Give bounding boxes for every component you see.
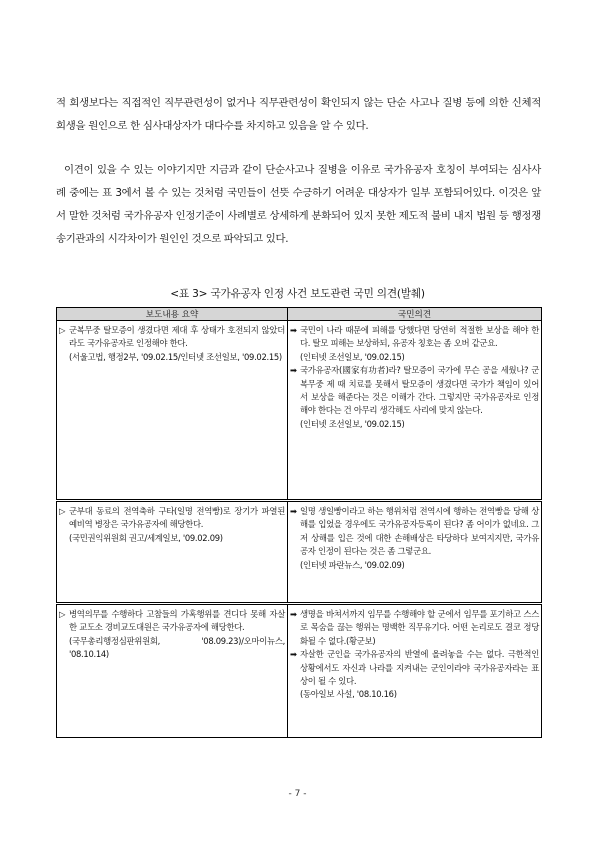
table-row bbox=[57, 604, 542, 738]
opinion-cell bbox=[288, 501, 542, 604]
header-summary: 보도내용 요약 bbox=[57, 308, 288, 321]
arrow-marker-icon: ➡ bbox=[290, 649, 297, 660]
summary-source: (국민권익위원회 권고/세계일보, '09.02.09) bbox=[69, 532, 223, 543]
table-row bbox=[57, 321, 542, 501]
opinion-table bbox=[56, 307, 542, 738]
triangle-marker-icon: ▷ bbox=[59, 506, 66, 516]
triangle-marker-icon: ▷ bbox=[59, 325, 66, 335]
opinion-source: (인터넷 조선일보, '09.02.15) bbox=[300, 418, 405, 429]
table-row bbox=[57, 501, 542, 604]
summary-cell bbox=[57, 604, 288, 738]
summary-source: (국무총리행정심판위원회, '08.09.23)/오마이뉴스, '08.10.14) bbox=[69, 635, 285, 660]
opinion-text: 자살한 군인을 국가유공자의 반열에 올려놓을 수는 없다. 극한적인 상황에서도 자신과 나라를 지켜내는 군인이라야 국가유공자라는 표상이 될 수 있다. bbox=[300, 649, 539, 687]
page-number: - 7 - bbox=[288, 789, 307, 799]
opinion-cell bbox=[288, 604, 542, 738]
summary-text: 병역의무를 수행하다 고참들의 가혹행위를 견디다 못해 자살한 교도소 경비교도대원은 국가유공자에 해당한다. bbox=[69, 609, 285, 633]
summary-text: 군부대 동료의 전역축하 구타(일명 전역빵)로 장기가 파열된 예비역 병장은 국가유공자에 해당한다. bbox=[69, 506, 285, 530]
summary-source: (서울고법, 행정2부, '09.02.15/인터넷 조선일보, '09.02.15) bbox=[69, 351, 282, 362]
opinion-text: 일명 생일빵이라고 하는 행위처럼 전역시에 행하는 전역빵을 당해 상해를 입었을 경우에도 국가유공자등록이 된다? 좀 어이가 없네요. 그저 상해를 입은 것에 대한 손해배상은 타당하다 보여지지만, 국가유공자 인정이 된다는 것은 좀 그렇군요. bbox=[300, 506, 539, 557]
body-paragraph-1: 적 희생보다는 직접적인 직무관련성이 없거나 직무관련성이 확인되지 않는 단순 사고나 질병 등에 의한 신체적 희생을 원인으로 한 심사대상자가 대다수를 차지하고 있음을 알 수 있다. bbox=[56, 97, 541, 132]
arrow-marker-icon: ➡ bbox=[290, 325, 297, 335]
opinion-cell bbox=[288, 321, 542, 501]
arrow-marker-icon: ➡ bbox=[290, 365, 297, 376]
opinion-source: (인터넷 파란뉴스, '09.02.09) bbox=[300, 559, 405, 570]
summary-cell bbox=[57, 501, 288, 604]
opinion-text: 생명을 바쳐서까지 임무를 수행해야 할 군에서 임무를 포기하고 스스로 목숨을 끊는 행위는 명백한 직무유기다. 어떤 논리로도 결코 정당화될 수 없다.(황군보) bbox=[300, 609, 539, 646]
arrow-marker-icon: ➡ bbox=[290, 609, 297, 619]
opinion-source: (동아일보 사설, '08.10.16) bbox=[300, 689, 397, 700]
body-paragraph-2: 이견이 있을 수 있는 이야기지만 지금과 같이 단순사고나 질병을 이유로 국가유공자 호칭이 부여되는 심사사례 중에는 표 3에서 볼 수 있는 것처럼 국민들이 선뜻 수긍하기 어려운 대상자가 일부 포함되어있다. 이것은 앞서 말한 것처럼 국가유공자 인정기준이 사례별로 상세하게 분화되어 있지 못한 제도적 불비 내지 법원 등 행정쟁송기관과의 시각차이가 원인인 것으로 파악되고 있다. bbox=[56, 164, 541, 245]
header-opinion: 국민의견 bbox=[288, 308, 542, 321]
table-header-row bbox=[57, 308, 542, 321]
summary-text: 군복무중 탈모증이 생겼다면 제대 후 상태가 호전되지 않았더라도 국가유공자로 인정해야 한다. bbox=[69, 325, 285, 349]
summary-cell bbox=[57, 321, 288, 501]
opinion-source: (인터넷 조선일보, '09.02.15) bbox=[300, 351, 405, 362]
arrow-marker-icon: ➡ bbox=[290, 506, 297, 516]
opinion-text: 국가유공자(國家有功者)라? 탈모증이 국가에 무슨 공을 세웠나? 군 복무중 제 때 치료를 못해서 탈모증이 생겼다면 국가가 책임이 있어서 보상을 해준다는 것은 이해가 간다. 그렇지만 국가유공자로 인정해야 한다는 건 아무리 생각해도 사리에 맞지 않는다. bbox=[300, 365, 539, 416]
triangle-marker-icon: ▷ bbox=[59, 609, 66, 619]
opinion-text: 국민이 나라 때문에 피해를 당했다면 당연히 적절한 보상을 해야 한다. 탈모 피해는 보상하되, 유공자 칭호는 좀 오버 같군요. bbox=[300, 325, 539, 349]
table-caption: <표 3> 국가유공자 인정 사건 보도관련 국민 의견(발췌) bbox=[170, 288, 425, 300]
